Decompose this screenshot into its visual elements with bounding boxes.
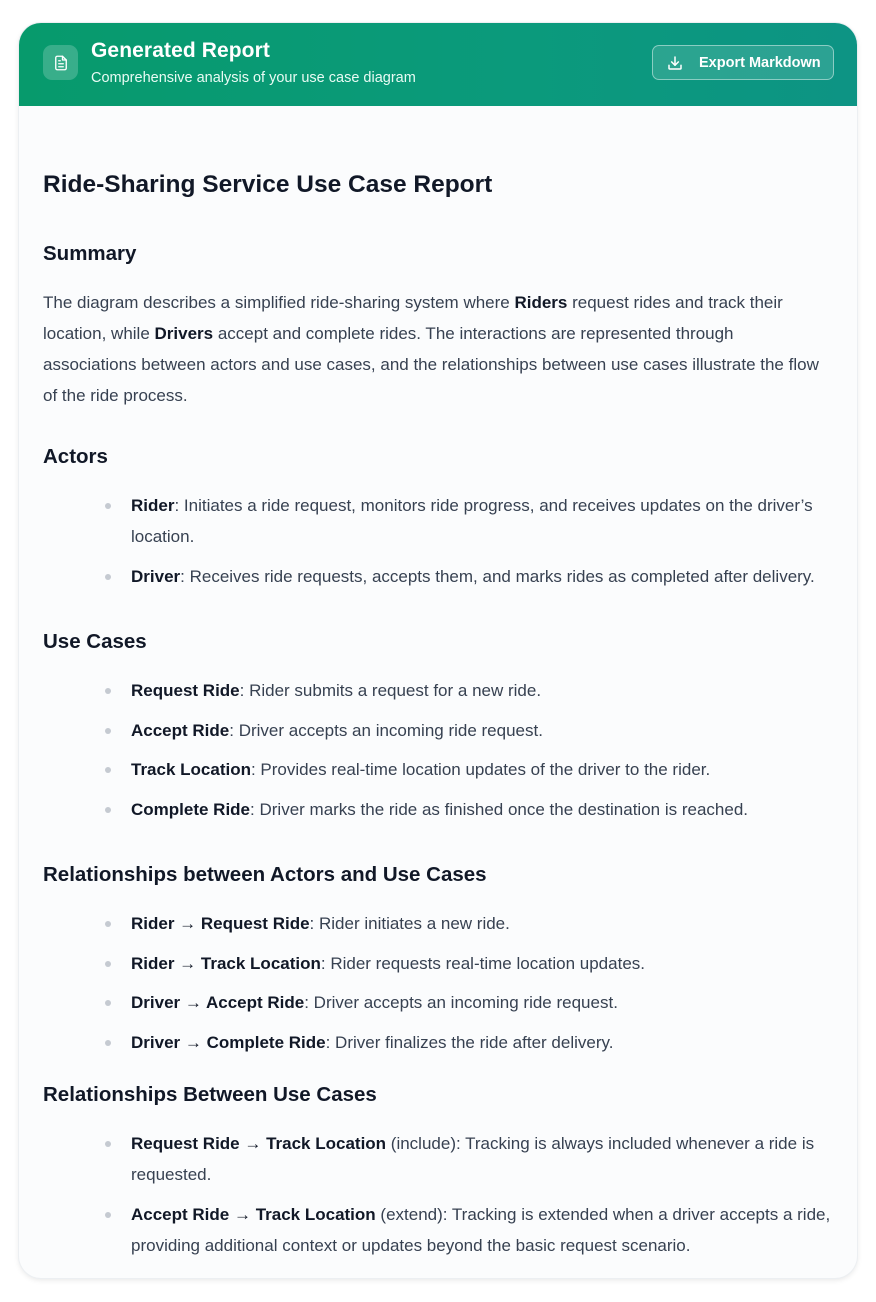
- list-item-text: Rider → Track Location: Rider requests real-time location updates.: [131, 954, 645, 973]
- bullet: [105, 1000, 111, 1006]
- download-icon: [666, 54, 684, 72]
- summary-heading: Summary: [43, 242, 137, 265]
- summary-line-4: of the ride process.: [43, 386, 188, 405]
- summary-line-2: location, while Drivers accept and complete rides. The interactions are represented through: [43, 324, 734, 343]
- list-item-text: Rider → Request Ride: Rider initiates a new ride.: [131, 914, 510, 933]
- use-cases-heading: Use Cases: [43, 630, 147, 653]
- summary-line-3: associations between actors and use cases, and the relationships between use cases illustrate the flow: [43, 355, 819, 374]
- header-title: Generated Report: [91, 39, 270, 62]
- bullet: [105, 574, 111, 580]
- list-item-text: Track Location: Provides real-time location updates of the driver to the rider.: [131, 760, 711, 779]
- usecase-relationships-heading: Relationships Between Use Cases: [43, 1083, 377, 1106]
- export-markdown-button[interactable]: [652, 45, 834, 80]
- bullet: [105, 1141, 111, 1147]
- actors-heading: Actors: [43, 445, 108, 468]
- bullet: [105, 921, 111, 927]
- list-item-text: Driver → Complete Ride: Driver finalizes the ride after delivery.: [131, 1033, 614, 1052]
- bullet: [105, 1212, 111, 1218]
- bullet: [105, 688, 111, 694]
- document-icon: [43, 45, 78, 80]
- report-title: Ride-Sharing Service Use Case Report: [43, 171, 493, 198]
- actor-relationships-heading: Relationships between Actors and Use Cases: [43, 863, 487, 886]
- list-item-text: Driver: Receives ride requests, accepts them, and marks rides as completed after delivery.: [131, 567, 815, 586]
- list-item-text: Driver → Accept Ride: Driver accepts an incoming ride request.: [131, 993, 618, 1012]
- list-item-text: Complete Ride: Driver marks the ride as finished once the destination is reached.: [131, 800, 749, 819]
- bullet: [105, 728, 111, 734]
- summary-line-1: The diagram describes a simplified ride-sharing system where Riders request rides and track their: [43, 293, 783, 312]
- bullet: [105, 807, 111, 813]
- bullet: [105, 503, 111, 509]
- bullet: [105, 1040, 111, 1046]
- export-markdown-label: Export Markdown: [699, 54, 821, 71]
- report-header: [19, 23, 857, 106]
- bullet: [105, 961, 111, 967]
- list-item-text: Request Ride: Rider submits a request for a new ride.: [131, 681, 542, 700]
- header-subtitle: Comprehensive analysis of your use case diagram: [91, 70, 416, 86]
- list-item-text: Request Ride → Track Location (include): Tracking is always included whenever a ride is requested.: [131, 1134, 815, 1184]
- bullet: [105, 767, 111, 773]
- list-item-text: Accept Ride: Driver accepts an incoming ride request.: [131, 721, 543, 740]
- list-item-text: Rider: Initiates a ride request, monitors ride progress, and receives updates on the driver’s location.: [131, 496, 813, 546]
- list-item-text: Accept Ride → Track Location (extend): Tracking is extended when a driver accepts a ride, providing additional context or updates beyond the basic request scenario.: [131, 1205, 831, 1255]
- report-card: [19, 23, 857, 1278]
